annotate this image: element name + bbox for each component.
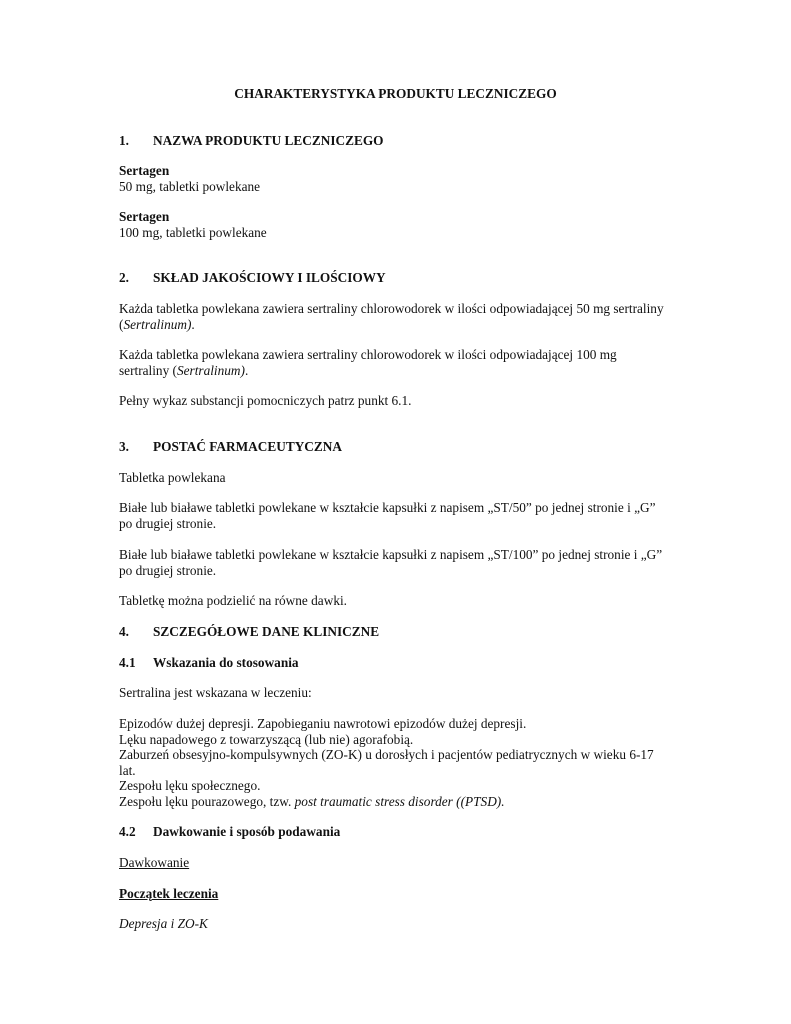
section-4-heading: SZCZEGÓŁOWE DANE KLINICZNE — [153, 624, 380, 639]
section-4-number: 4. — [119, 624, 129, 639]
section-1-number: 1. — [119, 133, 129, 148]
composition-paragraph-1-line-1: Każda tabletka powlekana zawiera sertraliny chlorowodorek w ilości odpowiadającej 50 mg sertraliny — [119, 301, 664, 316]
depression-ocd-subheading: Depresja i ZO-K — [119, 916, 208, 931]
treatment-start-subheading: Początek leczenia — [119, 886, 219, 901]
indication-line-3: Zaburzeń obsesyjno-kompulsywnych (ZO-K) u dorosłych i pacjentów pediatrycznych w wieku 6-17 — [119, 747, 654, 762]
document-title: CHARAKTERYSTYKA PRODUKTU LECZNICZEGO — [234, 86, 557, 101]
composition-paragraph-1-line-2: (Sertralinum). — [119, 317, 195, 332]
product-1-form: 50 mg, tabletki powlekane — [119, 179, 261, 194]
section-1-heading: NAZWA PRODUKTU LECZNICZEGO — [153, 133, 384, 148]
tablet-50-description-line-2: po drugiej stronie. — [119, 516, 217, 531]
section-2-heading: SKŁAD JAKOŚCIOWY I ILOŚCIOWY — [153, 270, 386, 285]
tablet-100-description-line-1: Białe lub białawe tabletki powlekane w kształcie kapsułki z napisem „ST/100” po jednej stronie i „G” — [119, 547, 663, 562]
product-2-name: Sertagen — [119, 209, 170, 224]
indication-line-4: lat. — [119, 763, 136, 778]
product-1-name: Sertagen — [119, 163, 170, 178]
section-2-number: 2. — [119, 270, 129, 285]
indication-line-2: Lęku napadowego z towarzyszącą (lub nie) agorafobią. — [119, 732, 414, 747]
tablet-50-description-line-1: Białe lub białawe tabletki powlekane w kształcie kapsułki z napisem „ST/50” po jednej stronie i „G” — [119, 500, 656, 515]
section-4-1-heading: Wskazania do stosowania — [153, 655, 299, 670]
section-3-number: 3. — [119, 439, 129, 454]
indication-line-5: Zespołu lęku społecznego. — [119, 778, 261, 793]
excipients-note: Pełny wykaz substancji pomocniczych patrz punkt 6.1. — [119, 393, 412, 408]
indication-line-6: Zespołu lęku pourazowego, tzw. post traumatic stress disorder ((PTSD). — [119, 794, 505, 809]
indication-line-1: Epizodów dużej depresji. Zapobieganiu nawrotowi epizodów dużej depresji. — [119, 716, 527, 731]
section-3-heading: POSTAĆ FARMACEUTYCZNA — [153, 439, 342, 454]
pharmaceutical-form: Tabletka powlekana — [119, 470, 226, 485]
tablet-100-description-line-2: po drugiej stronie. — [119, 563, 217, 578]
product-2-form: 100 mg, tabletki powlekane — [119, 225, 267, 240]
section-4-2-number: 4.2 — [119, 824, 136, 839]
composition-paragraph-2-line-1: Każda tabletka powlekana zawiera sertraliny chlorowodorek w ilości odpowiadającej 100 mg — [119, 347, 617, 362]
dosage-subheading: Dawkowanie — [119, 855, 190, 870]
scoring-note: Tabletkę można podzielić na równe dawki. — [119, 593, 347, 608]
section-4-1-number: 4.1 — [119, 655, 136, 670]
indications-intro: Sertralina jest wskazana w leczeniu: — [119, 685, 312, 700]
composition-paragraph-2-line-2: sertraliny (Sertralinum). — [119, 363, 249, 378]
section-4-2-heading: Dawkowanie i sposób podawania — [153, 824, 341, 839]
